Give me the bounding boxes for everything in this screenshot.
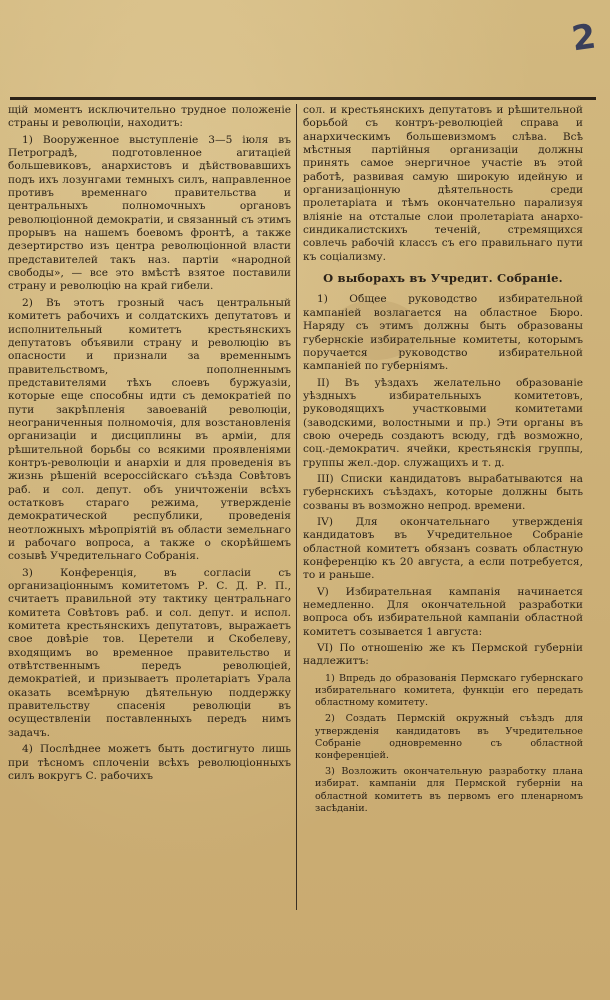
left-paragraph-0: щій моментъ исключительно трудное положеніе страны и революціи, находитъ: <box>8 104 291 130</box>
right-paragraph-3: IV) Для окончательнаго утвержденія кандидатовъ въ Учредительное Собраніе областной комитетъ обязанъ созвать областную конференцію къ 20 августа, а если потребуется, то и раньше. <box>303 515 583 582</box>
right-paragraph-2: III) Списки кандидатовъ вырабатываются на губернскихъ съѣздахъ, которые должны быть созваны въ возможно непрод. времени. <box>303 472 583 512</box>
subitem-0: 1) Впредь до образованія Пермскаго губернскаго избирательнаго комитета, функціи его передать областному комитету. <box>315 672 583 709</box>
left-paragraph-1: 1) Вооруженное выступленіе 3—5 іюля въ Петроградѣ, подготовленное агитаціей большевиковъ, анархистовъ и дѣйствовавшихъ подъ ихъ лозунгами темныхъ силъ, направленное противъ временнаго правительства и центральныхъ полномочныхъ органовъ революціонной демократіи, и связанный съ этимъ прорывъ на нашемъ боевомъ фронтѣ, а также дезертирство изъ центра революціонной власти представителей такъ наз. партіи «народной свободы», — все это вмѣстѣ взятое поставили страну и революцію на край гибели. <box>8 133 291 293</box>
subitem-2: 3) Возложить окончательную разработку плана избират. кампаніи для Пермской губерніи на областной комитетъ въ первомъ его пленарномъ засѣданіи. <box>315 766 583 814</box>
column-divider <box>296 104 297 910</box>
right-paragraph-1: II) Въ уѣздахъ желательно образованіе уѣздныхъ избирательныхъ комитетовъ, руководящихъ участковыми комитетами (заводскими, волостными и пр.) Эти органы въ свою очередь создаютъ всюду, гдѣ возможно, соц.-демократич. ячейки, крестьянскія группы, группы жел.-дор. служащихъ и т. д. <box>303 376 583 469</box>
left-paragraph-3: 3) Конференція, въ согласіи съ организаціоннымъ комитетомъ Р. С. Д. Р. П., считаетъ правильной эту тактику центральнаго комитета Совѣтовъ раб. и сол. депут. и испол. комитета крестьянскихъ депутатовъ, выражаетъ свое довѣріе тов. Церетели и Скобелеву, входящимъ во временное правительство и отвѣтственнымъ передъ революціей, демократіей, и призываетъ пролетаріатъ Урала оказать всемѣрную дѣятельную поддержку правительству спасенія революціи въ осуществленіи поставленныхъ передъ нимъ задачъ. <box>8 566 291 739</box>
left-paragraph-4: 4) Послѣднее можетъ быть достигнуто лишь при тѣсномъ сплоченіи всѣхъ революціонныхъ силъ вокругъ С. рабочихъ <box>8 743 291 782</box>
right-paragraph-4: V) Избирательная кампанія начинается немедленно. Для окончательной разработки вопроса объ избирательной кампаніи областной комитетъ созывается 1 августа: <box>303 585 583 638</box>
right-continuation: сол. и крестьянскихъ депутатовъ и рѣшительной борьбой съ контръ-революціей справа и анархическимъ большевизмомъ слѣва. Всѣ мѣстныя партійныя организаціи должны принять самое энергичное участіе въ этой работѣ, развивая самую широкую идейную и организаціонную дѣятельность среди пролетаріата и тѣмъ окончательно парализуя вліяніе на отсталые слои пролетаріата анархо-синдикалистскихъ теченій, стремящихся совлечь рабочій классъ съ его правильнаго пути къ соціализму. <box>303 104 583 263</box>
right-paragraph-5: VI) По отношенію же къ Пермской губерніи надлежитъ: <box>303 642 583 668</box>
left-paragraph-2: 2) Въ этотъ грозный часъ центральный комитетъ рабочихъ и солдатскихъ депутатовъ и исполнительный комитетъ крестьянскихъ депутатовъ объявили страну и революцію въ опасности и признали за временнымъ правительствомъ, пополненнымъ представителями тѣхъ слоевъ буржуазіи, которые еще способны идти съ демократіей по пути закрѣпленія завоеваній революціи, неограниченныя полномочія, для возстановленія организаціи и дисциплины въ арміи, для рѣшительной борьбы со всякими проявленіями контръ-революціи и анархіи и для проведенія въ жизнь рѣшеній всероссійскаго съѣзда Совѣтовъ раб. и сол. депут. объ уничтоженіи всѣхъ остатковъ стараго режима, утвержденіе демократической республики, проведенія неотложныхъ мѣропріятій въ области земельнаго и рабочаго вопроса, а также о скорѣйшемъ созывѣ Учредительнаго Собранія. <box>8 296 291 563</box>
page-number: 2 <box>569 16 599 60</box>
subitem-1: 2) Создать Пермскій окружный съѣздъ для утвержденія кандидатовъ въ Учредительное Собраніе одновременно съ областной конференціей. <box>315 713 583 761</box>
subitems-list <box>315 673 583 815</box>
left-column <box>8 104 291 930</box>
section-title: О выборахъ въ Учредит. Собраніе. <box>323 271 563 286</box>
right-column <box>303 104 583 930</box>
right-paragraph-0: 1) Общее руководство избирательной кампаніей возлагается на областное Бюро. Наряду съ этимъ должны быть образованы губернскіе избирательные комитеты, которымъ поручается руководство избирательной кампаніей по губерніямъ. <box>303 293 583 373</box>
top-rule <box>10 97 596 100</box>
